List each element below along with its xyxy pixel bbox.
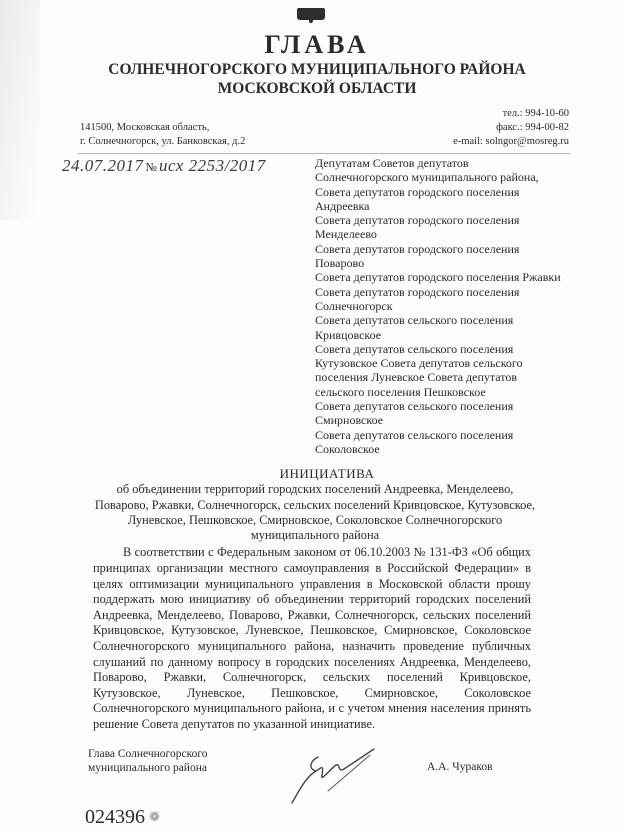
recipient-line: Совета депутатов городского поселения bbox=[315, 184, 520, 199]
recipient-line: Совета депутатов сельского поселения bbox=[315, 399, 514, 414]
sender-info-row bbox=[80, 107, 569, 149]
footer-row bbox=[0, 805, 624, 835]
position-line-1: Глава Солнечногорского bbox=[88, 747, 208, 760]
recipient-line: Поварово bbox=[315, 256, 365, 271]
recipient-line: Совета депутатов сельского поселения bbox=[315, 313, 514, 328]
phone: тел.: 994-10-60 bbox=[502, 108, 569, 119]
address-line-1: 141500, Московская область, bbox=[80, 122, 210, 133]
signer-name: А.А. Чураков bbox=[427, 760, 493, 773]
number-label: № bbox=[145, 160, 157, 174]
recipient-line: Совета депутатов городского поселения bbox=[315, 241, 520, 256]
flower-mark-icon: ❁ bbox=[149, 808, 160, 824]
recipient-line: Солнечногорского муниципального района, bbox=[315, 170, 539, 185]
registration-and-recipients bbox=[0, 156, 624, 456]
recipient-line: Совета депутатов городского поселения Ржавки bbox=[315, 270, 561, 285]
registration-date: 24.07.2017 bbox=[62, 156, 144, 175]
signature-row bbox=[0, 747, 624, 805]
email: e-mail: solngor@mosreg.ru bbox=[453, 136, 569, 147]
body-paragraph: В соответствии с Федеральным законом от 06.10.2003 № 131-ФЗ «Об общих принципах организации местного самоуправления в Российской Федерации» в целях оптимизации муниципального управления в Московской области прошу поддержать мою инициативу об объединении территорий городских поселений Андреевка, Менделеево, Поварово, Ржавки, Солнечногорск, сельских поселений Кривцовское, Кутузовское, Луневское, Пешковское, Смирновское, Соколовское Солнечногорского муниципального района, назначить проведение публичных слушаний по данному вопросу в городских поселениях Андреевка, Менделеево, Поварово, Ржавки, Солнечногорск, сельских поселений Кривцовское, Кутузовское, Луневское, Пешковское, Смирновское, Соколовское Солнечногорского муниципального района, и с учетом мнения населения принять решение Совета депутатов по указанной инициативе. bbox=[93, 545, 531, 731]
recipient-line: Кривцовское bbox=[315, 327, 382, 342]
recipient-line: Депутатам Советов депутатов bbox=[315, 156, 469, 170]
recipient-line: Совета депутатов городского поселения bbox=[315, 284, 520, 299]
signer-position bbox=[88, 747, 208, 775]
document-body bbox=[93, 545, 531, 732]
document-heading: ИНИЦИАТИВА bbox=[279, 466, 375, 482]
fax: факс.: 994-00-82 bbox=[496, 122, 569, 133]
letterhead-title: ГЛАВА bbox=[264, 30, 370, 59]
recipient-line: Солнечногорск bbox=[315, 298, 393, 313]
recipient-line: Менделеево bbox=[315, 227, 377, 242]
registration-line bbox=[0, 156, 315, 456]
header-divider bbox=[78, 153, 570, 154]
recipient-line: Кутузовское Совета депутатов сельского bbox=[315, 356, 523, 371]
position-line-2: муниципального района bbox=[88, 761, 207, 774]
recipient-line: Смирновское bbox=[315, 413, 384, 428]
handwritten-signature-icon bbox=[288, 747, 378, 807]
recipient-line: Совета депутатов сельского поселения bbox=[315, 427, 514, 442]
recipient-line: Совета депутатов сельского поселения bbox=[315, 341, 514, 356]
coat-of-arms-icon bbox=[297, 8, 325, 20]
recipient-line: Андреевка bbox=[315, 198, 370, 213]
recipients-block bbox=[315, 156, 615, 456]
address-line-2: г. Солнечногорск, ул. Банковская, д.2 bbox=[80, 136, 246, 147]
letterhead-subtitle-1: СОЛНЕЧНОГОРСКОГО МУНИЦИПАЛЬНОГО РАЙОНА bbox=[108, 61, 526, 78]
letterhead-subtitle-2: МОСКОВСКОЙ ОБЛАСТИ bbox=[217, 80, 417, 97]
recipient-line: Совета депутатов городского поселения bbox=[315, 213, 520, 228]
form-number: 024396 bbox=[85, 805, 145, 828]
sender-contacts bbox=[453, 107, 569, 149]
recipient-line: поселения Луневское Совета депутатов bbox=[315, 370, 518, 385]
document-subject: об объединении территорий городских поселений Андреевка, Менделеево, Поварово, Ржавки, Солнечногорск, сельских поселений Кривцовское, Кутузовское, Луневское, Пешковское, Смирновское, Соколовское Солнечногорского муниципального района bbox=[94, 482, 536, 543]
emblem-area bbox=[0, 8, 624, 30]
recipient-line: Соколовское bbox=[315, 441, 380, 456]
sender-address bbox=[80, 121, 245, 149]
recipient-line: сельского поселения Пешковское bbox=[315, 384, 486, 399]
registration-number: исх 2253/2017 bbox=[158, 156, 266, 175]
